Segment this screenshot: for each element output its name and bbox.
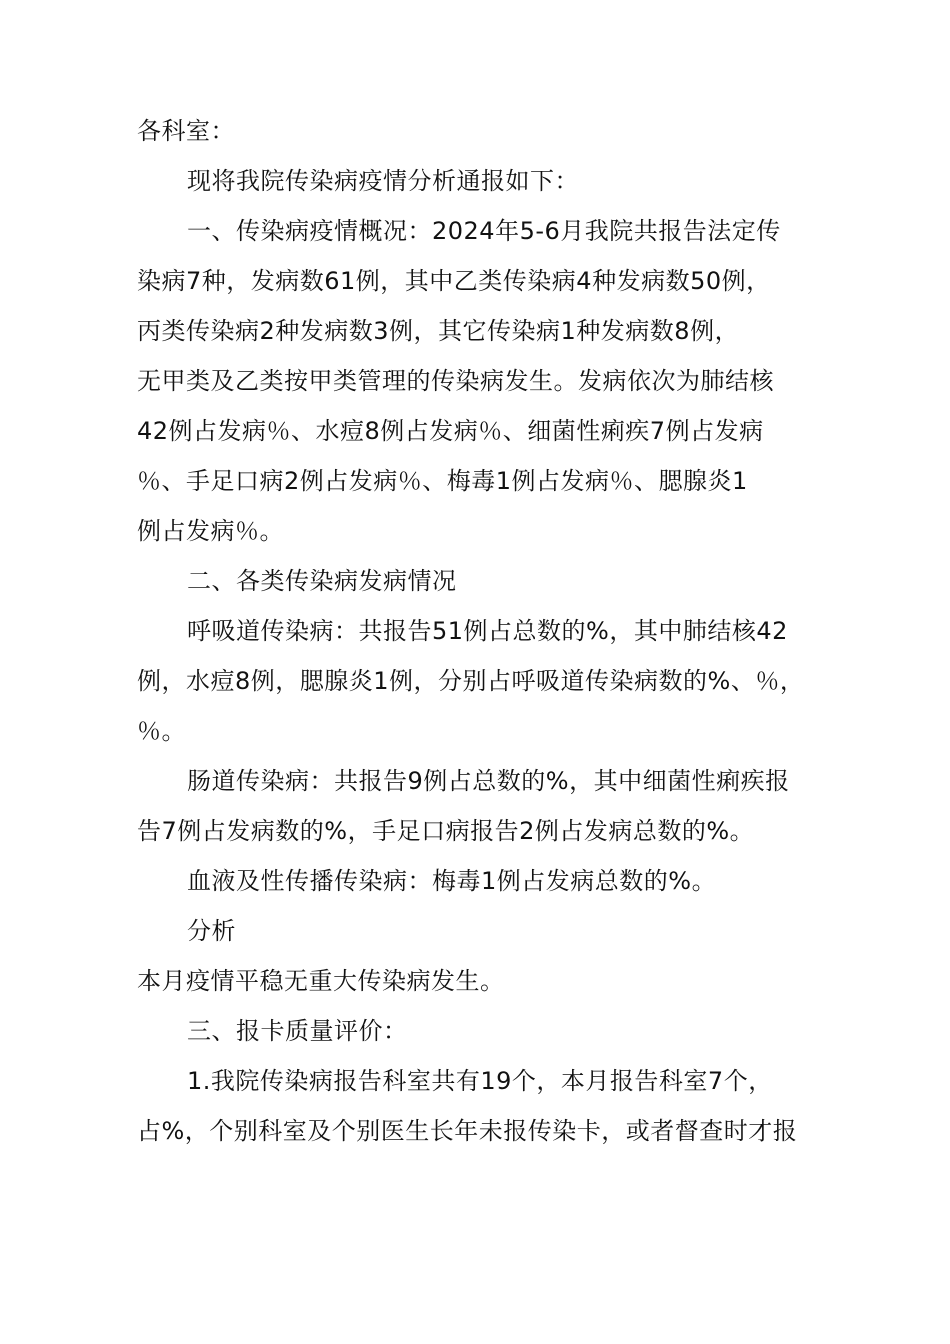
analysis-text-line: 本月疫情平稳无重大传染病发生。 bbox=[137, 967, 505, 995]
body-text-line: 例占发病％。 bbox=[137, 517, 284, 545]
intro-line: 现将我院传染病疫情分析通报如下： bbox=[187, 167, 579, 195]
body-text-line: ％、手足口病2例占发病％、梅毒1例占发病％、腮腺炎1 bbox=[137, 467, 748, 495]
quality-item-line: 1.我院传染病报告科室共有19个，本月报告科室7个， bbox=[187, 1067, 773, 1095]
analysis-heading-line: 分析 bbox=[187, 917, 236, 945]
salutation-line: 各科室： bbox=[137, 117, 235, 145]
document-body bbox=[137, 106, 817, 1156]
intestinal-paragraph-line: 肠道传染病：共报告9例占总数的%，其中细菌性痢疾报 bbox=[187, 767, 790, 795]
body-text-line: 染病7种，发病数61例，其中乙类传染病4种发病数50例， bbox=[137, 267, 771, 295]
body-text-line: 42例占发病％、水痘8例占发病％、细菌性痢疾7例占发病 bbox=[137, 417, 764, 445]
body-text-line: 丙类传染病2种发病数3例，其它传染病1种发病数8例， bbox=[137, 317, 740, 345]
body-text-line: 例，水痘8例，腮腺炎1例，分别占呼吸道传染病数的%、％， bbox=[137, 667, 805, 695]
body-text-line: 告7例占发病数的%，手足口病报告2例占发病总数的%。 bbox=[137, 817, 755, 845]
body-text-line: ％。 bbox=[137, 717, 186, 745]
section-one-heading-line: 一、传染病疫情概况：2024年5-6月我院共报告法定传 bbox=[187, 217, 781, 245]
section-three-heading-line: 三、报卡质量评价： bbox=[187, 1017, 408, 1045]
body-text-line: 占%，个别科室及个别医生长年未报传染卡，或者督查时才报 bbox=[137, 1117, 798, 1145]
section-two-heading-line: 二、各类传染病发病情况 bbox=[187, 567, 457, 595]
respiratory-paragraph-line: 呼吸道传染病：共报告51例占总数的%，其中肺结核42 bbox=[187, 617, 788, 645]
blood-paragraph-line: 血液及性传播传染病：梅毒1例占发病总数的%。 bbox=[187, 867, 717, 895]
body-text-line: 无甲类及乙类按甲类管理的传染病发生。发病依次为肺结核 bbox=[137, 367, 774, 395]
